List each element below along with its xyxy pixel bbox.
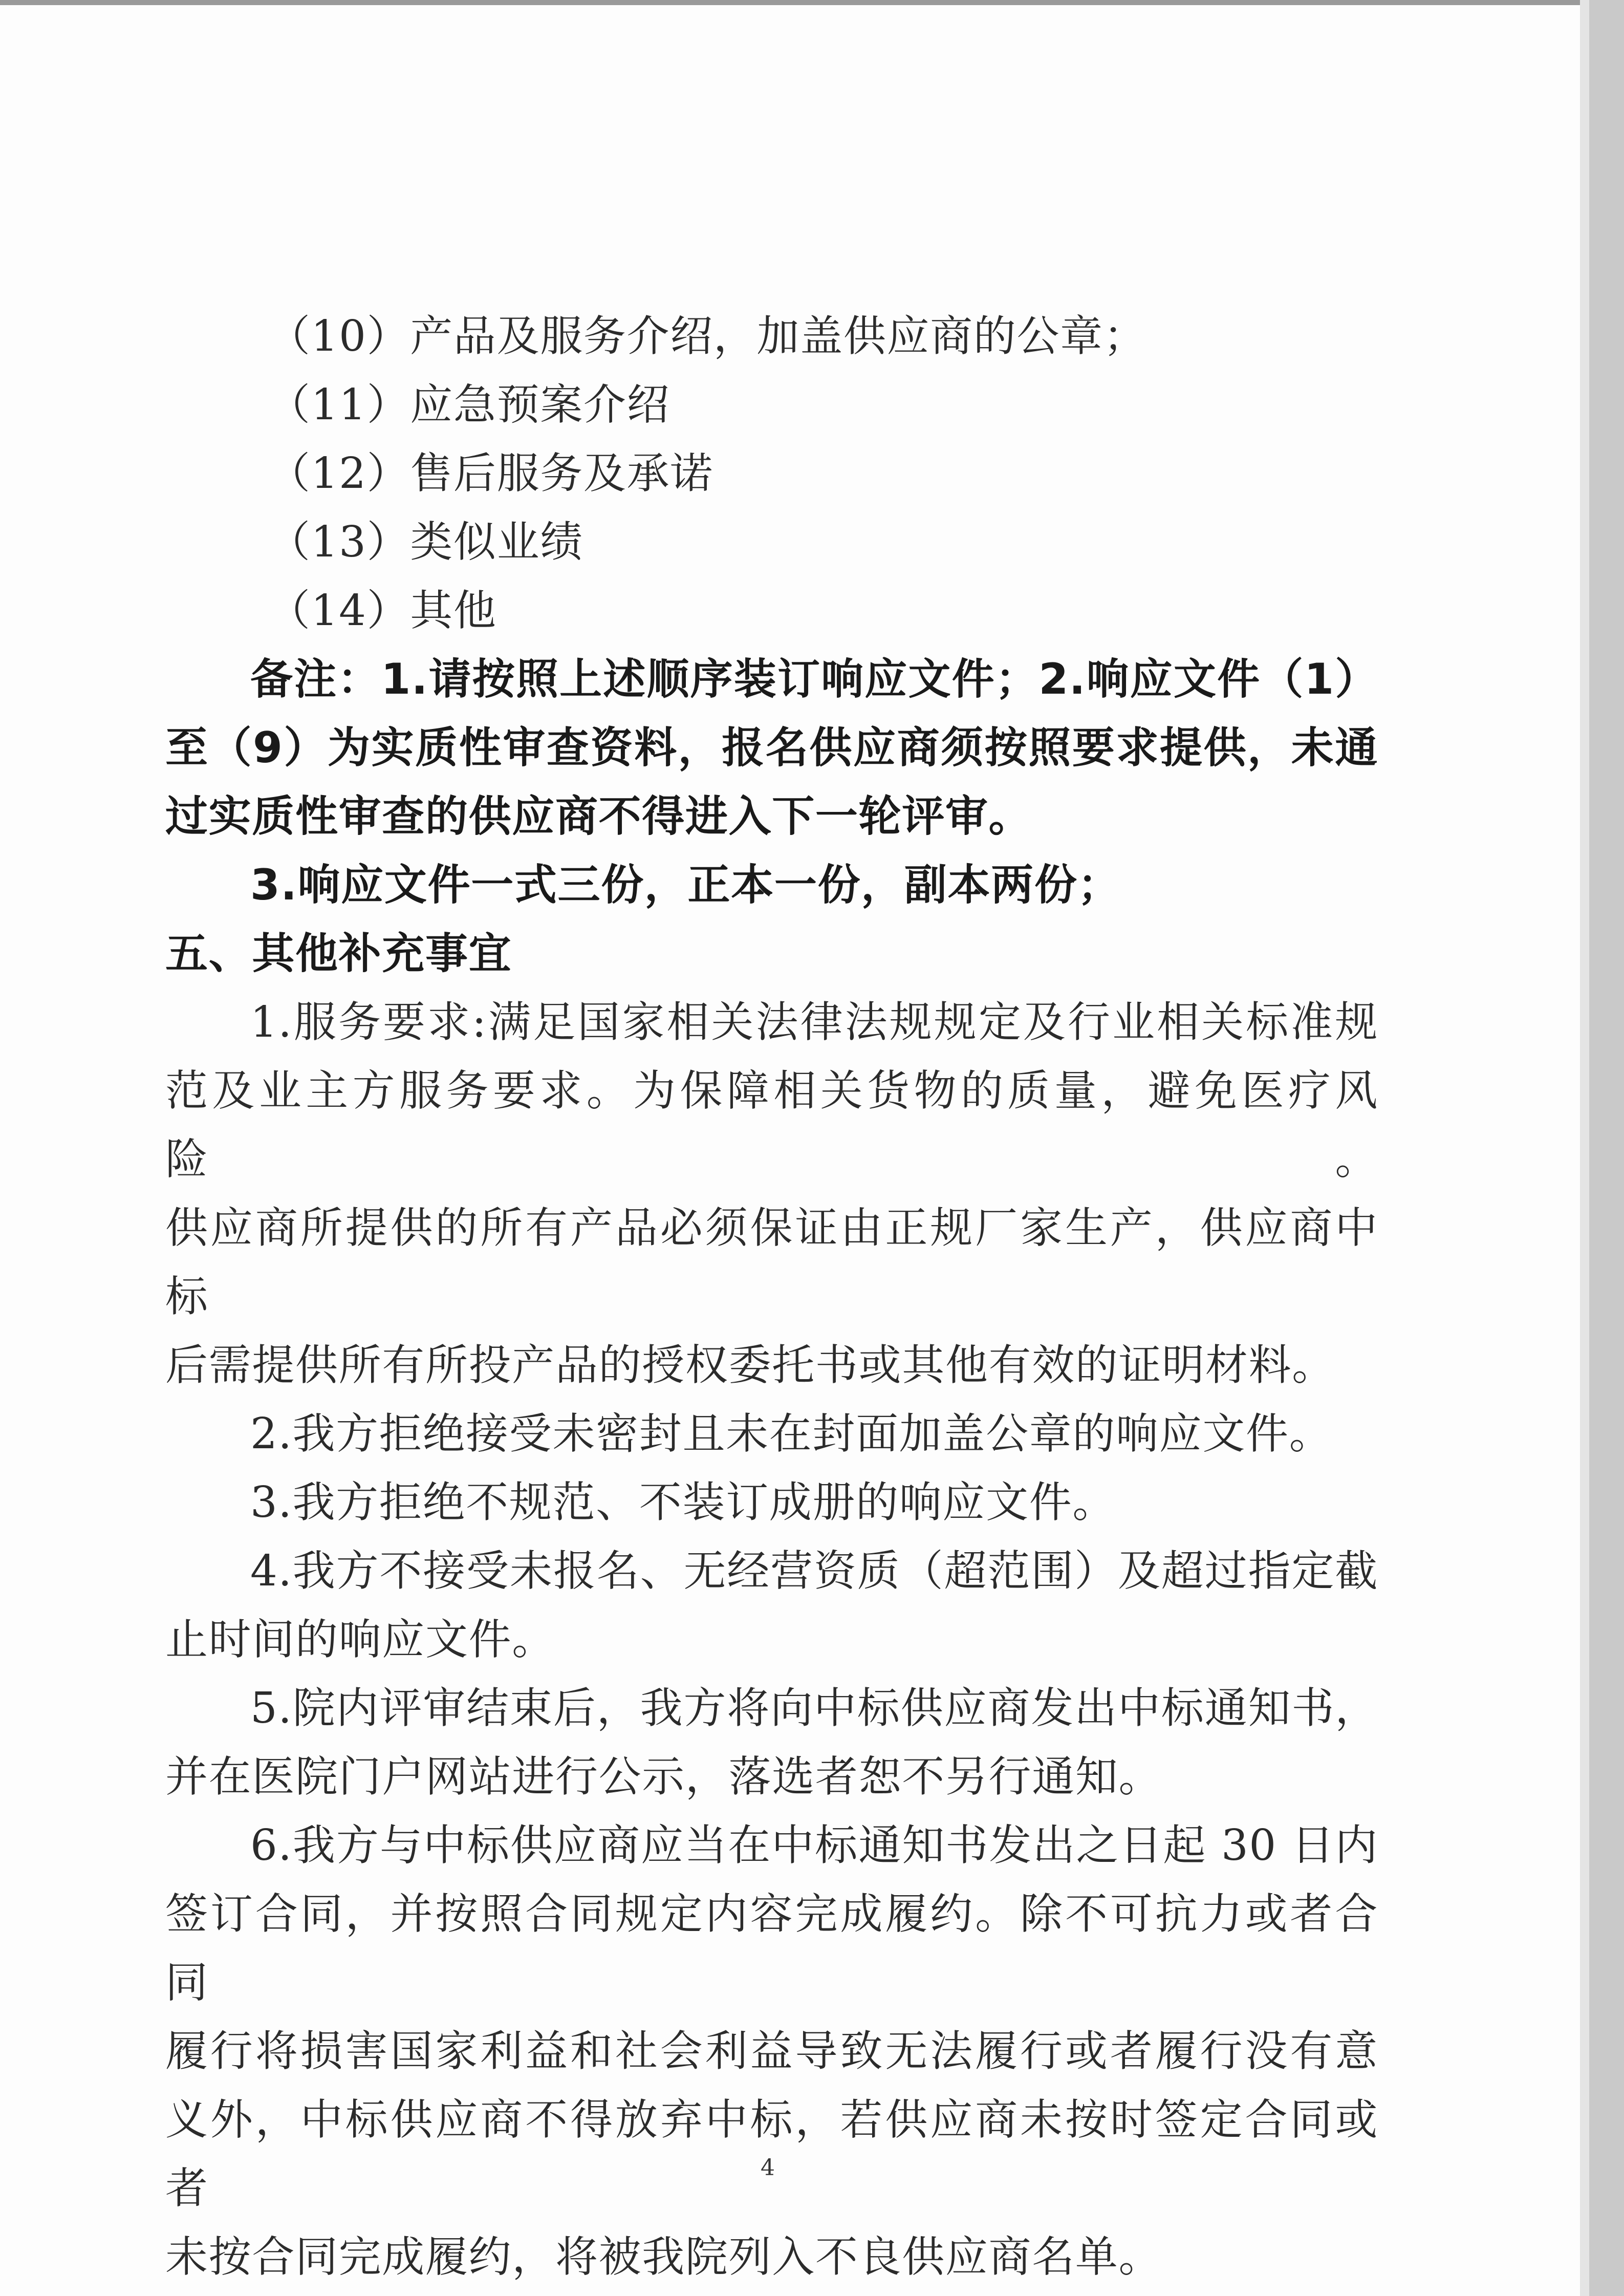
scan-right-shadow-inner [1580, 0, 1589, 2296]
paragraph-line: 供应商所提供的所有产品必须保证由正规厂家生产，供应商中标 [165, 1203, 1378, 1321]
list-item-13: （13）类似业绩 [268, 517, 583, 567]
remark-block [165, 645, 1378, 919]
scan-right-shadow [1589, 0, 1624, 2296]
paragraph-line: 1.服务要求:满足国家相关法律法规规定及行业相关标准规 [250, 997, 1378, 1047]
paragraph-bound-documents: 3.我方拒绝不规范、不装订成册的响应文件。 [250, 1477, 1116, 1527]
scan-top-edge [0, 0, 1624, 5]
document-body [165, 302, 1378, 2291]
remark-line-2: 至（9）为实质性审查资料，报名供应商须按照要求提供，未通 [165, 723, 1378, 773]
paragraph-line: 未按合同完成履约，将被我院列入不良供应商名单。 [165, 2232, 1162, 2282]
paragraph-line: 4.我方不接受未报名、无经营资质（超范围）及超过指定截 [250, 1546, 1378, 1596]
paragraph-line: 并在医院门户网站进行公示，落选者恕不另行通知。 [165, 1752, 1162, 1801]
paragraph-line: 5.院内评审结束后，我方将向中标供应商发出中标通知书， [250, 1683, 1378, 1733]
paragraph-service-requirements [165, 988, 1378, 1400]
list-item-12: （12）售后服务及承诺 [268, 448, 713, 498]
paragraph-line: 后需提供所有所投产品的授权委托书或其他有效的证明材料。 [165, 1340, 1335, 1390]
paragraph-line: 范及业主方服务要求。为保障相关货物的质量，避免医疗风险。 [165, 1066, 1378, 1184]
remark-line-3: 过实质性审查的供应商不得进入下一轮评审。 [165, 791, 1032, 841]
paragraph-line: 6.我方与中标供应商应当在中标通知书发出之日起 30 日内 [250, 1820, 1378, 1870]
paragraph-line: 履行将损害国家利益和社会利益导致无法履行或者履行没有意 [165, 2026, 1378, 2076]
remark-line-4: 3.响应文件一式三份，正本一份，副本两份； [250, 860, 1121, 910]
paragraph-sealed-documents: 2.我方拒绝接受未密封且未在封面加盖公章的响应文件。 [250, 1409, 1333, 1458]
list-item-11: （11）应急预案介绍 [268, 380, 670, 430]
paragraph-line: 义外，中标供应商不得放弃中标，若供应商未按时签定合同或者 [165, 2095, 1378, 2213]
paragraph-contract [165, 1811, 1378, 2291]
paragraph-line: 签订合同，并按照合同规定内容完成履约。除不可抗力或者合同 [165, 1889, 1378, 2007]
paragraph-registration [165, 1537, 1378, 1674]
list-item-10: （10）产品及服务介绍，加盖供应商的公章； [268, 311, 1147, 361]
required-documents-list [165, 302, 1378, 645]
paragraph-line: 止时间的响应文件。 [165, 1615, 555, 1664]
list-item-14: （14）其他 [268, 586, 497, 635]
page-number: 4 [761, 2155, 775, 2181]
remark-line-1: 备注：1.请按照上述顺序装订响应文件；2.响应文件（1） [250, 654, 1378, 704]
paragraph-award-notice [165, 1674, 1378, 1811]
section-heading: 五、其他补充事宜 [165, 929, 512, 978]
